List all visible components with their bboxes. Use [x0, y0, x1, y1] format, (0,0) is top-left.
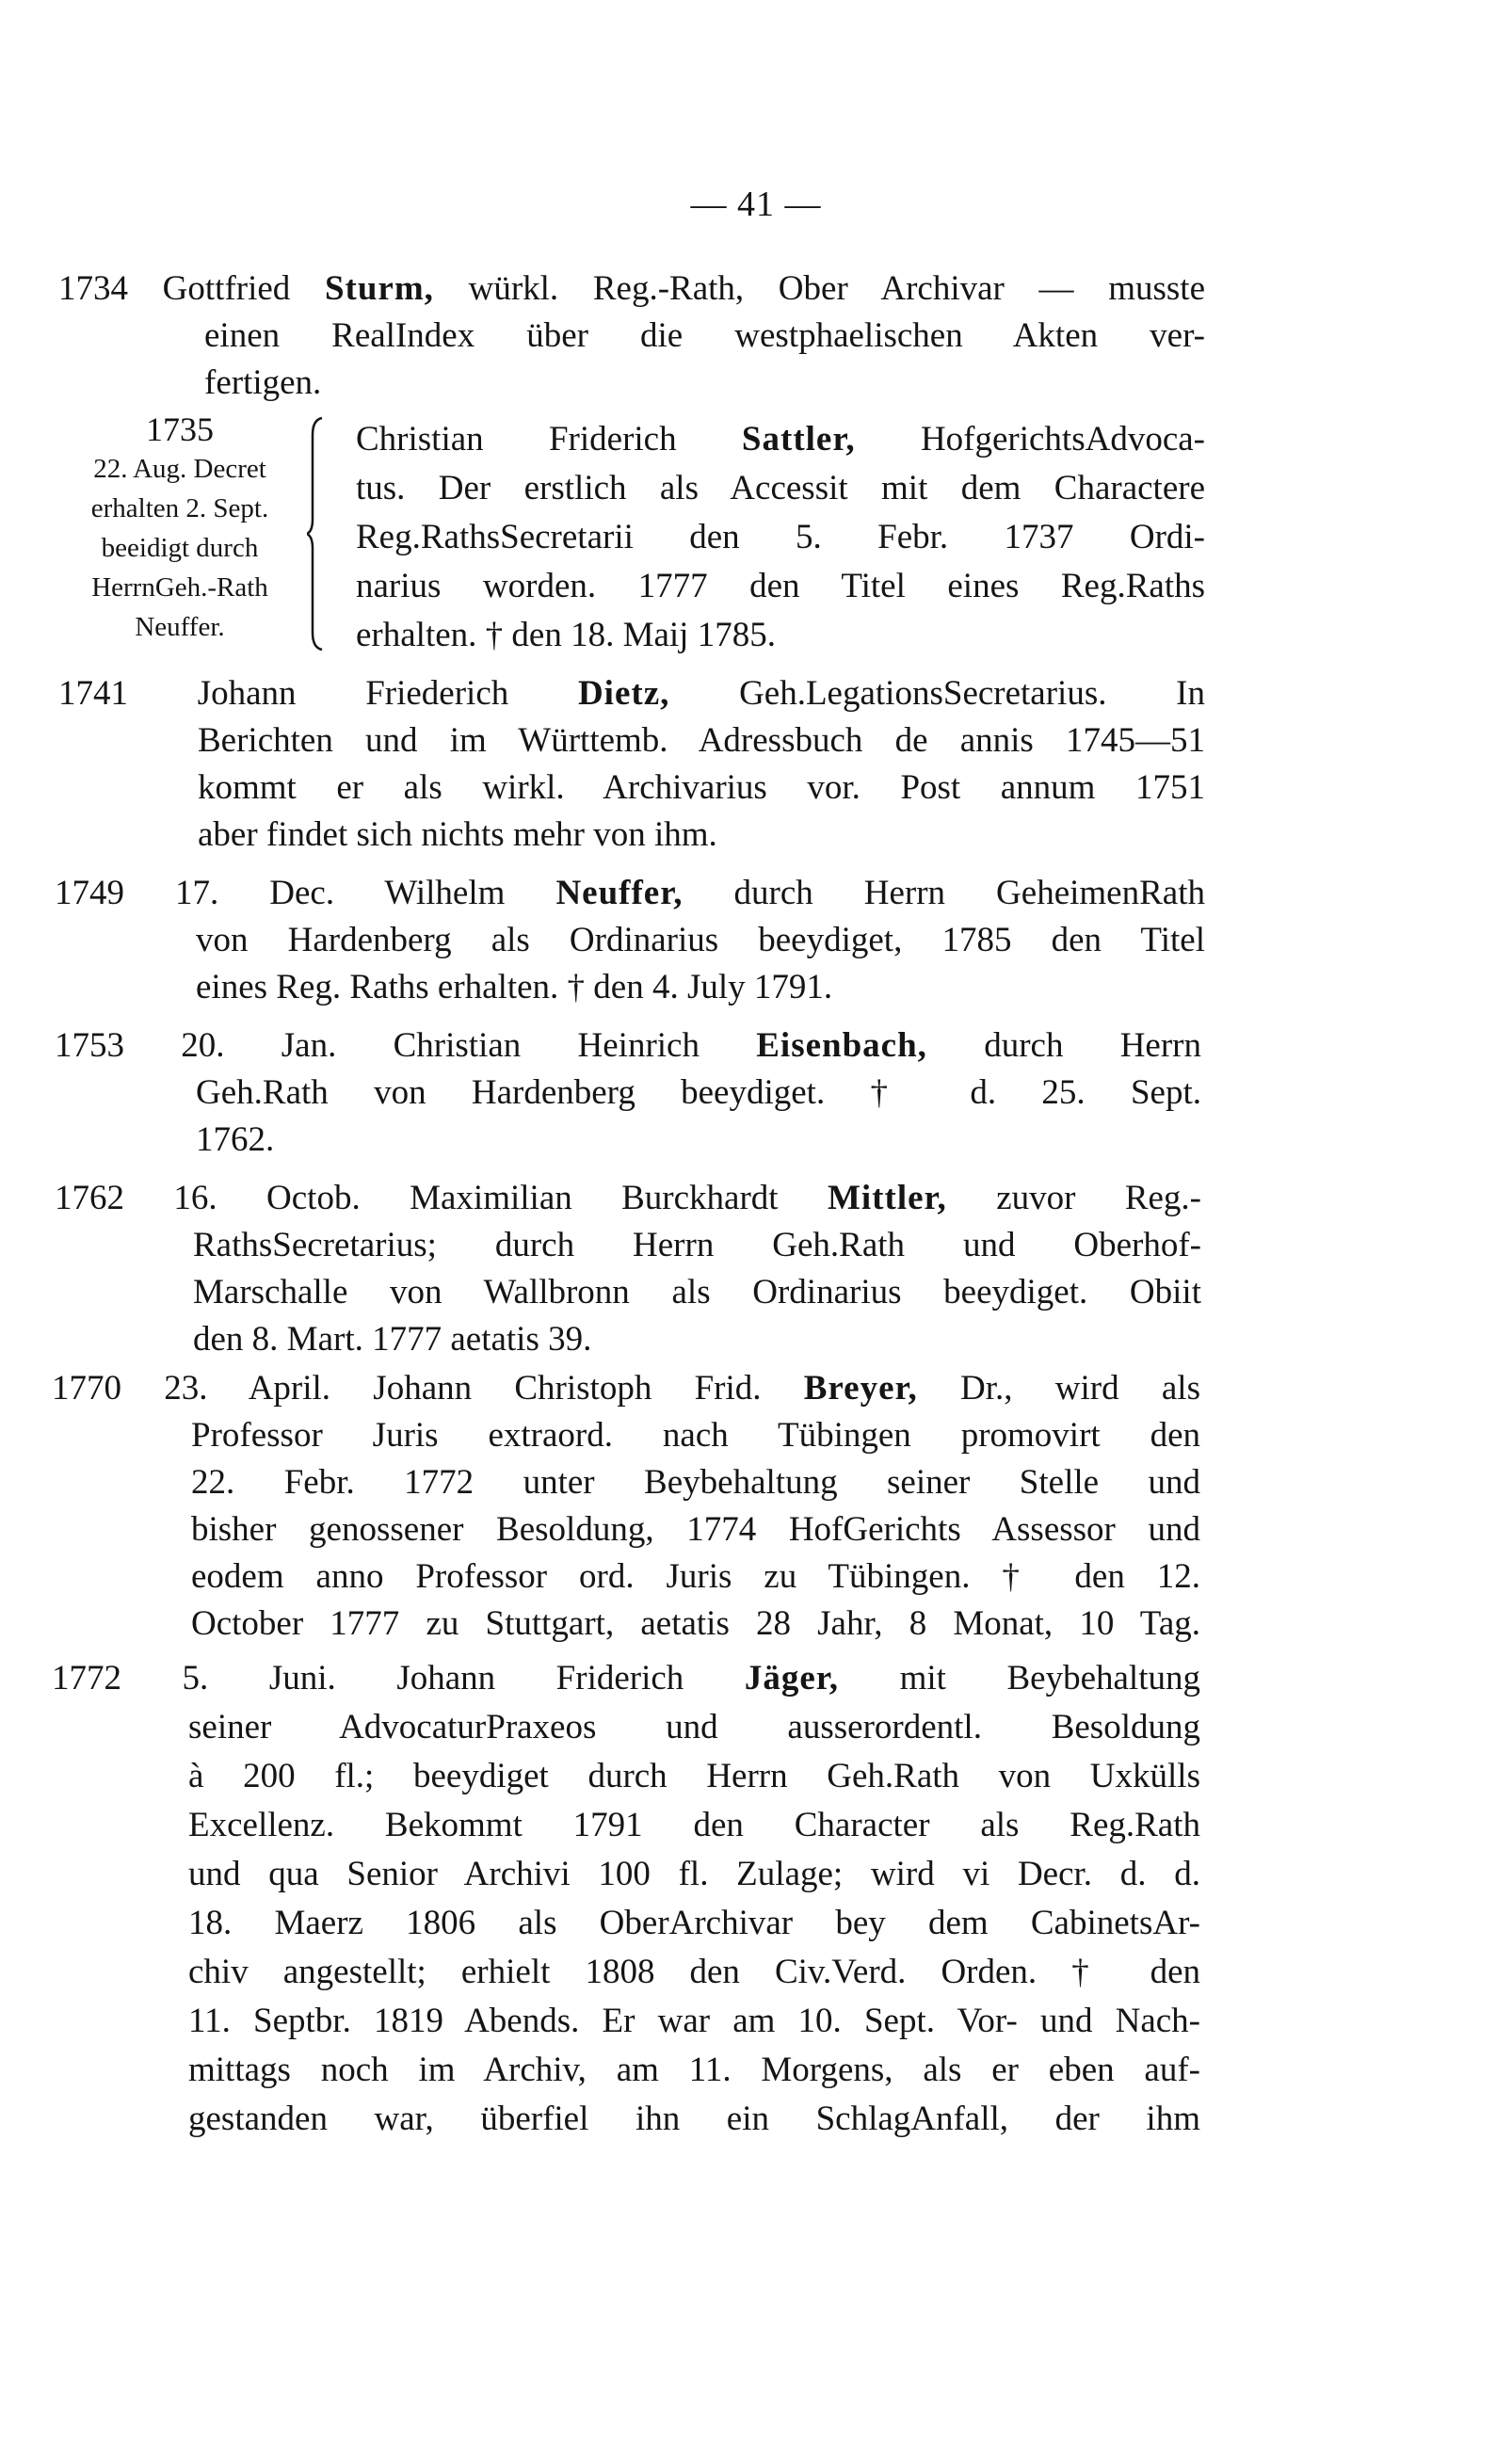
entry-text: 1753 20. Jan. Christian Heinrich	[55, 1026, 757, 1065]
entry-line: gestanden war, überfiel ihn ein SchlagAnfall, der ihm	[188, 2100, 1200, 2138]
entry-line: eines Reg. Raths erhalten. † den 4. July 1791.	[196, 968, 833, 1006]
entry-line: 18. Maerz 1806 als OberArchivar bey dem CabinetsAr-	[188, 1904, 1200, 1942]
entry-line: einen RealIndex über die westphaelischen Akten ver-	[204, 316, 1205, 355]
entry-text: 1762 16. Octob. Maximilian Burckhardt	[55, 1179, 828, 1217]
entry-text: Geh.LegationsSecretarius. In	[669, 674, 1205, 713]
entry-breyer-first-line	[52, 1365, 1200, 1412]
side-note-line: 22. Aug. Decret	[93, 454, 266, 484]
side-note-line: erhalten 2. Sept.	[90, 493, 269, 523]
entry-line: von Hardenberg als Ordinarius beeydiget, 1785 den Titel	[196, 921, 1205, 959]
entry-name: Dietz,	[577, 674, 670, 713]
entry-name: Sturm,	[324, 269, 434, 308]
entry-line: Marschalle von Wallbronn als Ordinarius beeydiget. Obiit	[193, 1273, 1201, 1311]
entry-text: 1741 Johann Friederich	[58, 674, 578, 713]
entry-line: Excellenz. Bekommt 1791 den Character als Reg.Rath	[188, 1806, 1200, 1844]
entry-text: zuvor Reg.-	[946, 1179, 1201, 1217]
entry-line: à 200 fl.; beeydiget durch Herrn Geh.Rath von Uxkülls	[188, 1757, 1200, 1795]
entry-line: den 8. Mart. 1777 aetatis 39.	[193, 1320, 592, 1359]
entry-line: tus. Der erstlich als Accessit mit dem Charactere	[356, 469, 1205, 507]
entry-sattler-first-line	[356, 416, 1205, 463]
entry-name: Eisenbach,	[756, 1026, 927, 1065]
entry-text: durch Herrn GeheimenRath	[683, 874, 1205, 912]
entry-text: mit Beybehaltung	[839, 1659, 1200, 1698]
entry-line: Geh.Rath von Hardenberg beeydiget. † d. 25. Sept.	[196, 1073, 1201, 1112]
entry-line: seiner AdvocaturPraxeos und ausserordentl. Besoldung	[188, 1708, 1200, 1746]
entry-text: Dr., wird als	[917, 1369, 1200, 1408]
entry-text: HofgerichtsAdvoca-	[855, 420, 1205, 459]
page-number: — 41 —	[690, 185, 822, 224]
entry-text: würkl. Reg.-Rath, Ober Archivar — musste	[433, 269, 1205, 308]
side-note-line: HerrnGeh.-Rath	[91, 572, 268, 603]
entry-line: erhalten. † den 18. Maij 1785.	[356, 616, 776, 654]
entry-text: 1772 5. Juni. Johann Friderich	[52, 1659, 745, 1698]
entry-eisenbach-first-line	[55, 1022, 1201, 1070]
entry-text: Christian Friderich	[356, 420, 742, 459]
entry-line: kommt er als wirkl. Archivarius vor. Post annum 1751	[198, 768, 1205, 807]
entry-line: chiv angestellt; erhielt 1808 den Civ.Verd. Orden. † den	[188, 1953, 1200, 1991]
entry-line: RathsSecretarius; durch Herrn Geh.Rath und Oberhof-	[193, 1226, 1201, 1264]
entry-jaeger-first-line	[52, 1655, 1200, 1702]
entry-line: Professor Juris extraord. nach Tübingen promovirt den	[191, 1416, 1200, 1455]
entry-text: durch Herrn	[926, 1026, 1201, 1065]
entry-line: Reg.RathsSecretarii den 5. Febr. 1737 Ordi-	[356, 518, 1205, 556]
entry-line: narius worden. 1777 den Titel eines Reg.Raths	[356, 567, 1205, 605]
entry-text: 1734 Gottfried	[58, 269, 325, 308]
entry-line: mittags noch im Archiv, am 11. Morgens, als er eben auf-	[188, 2051, 1200, 2089]
entry-dietz-first-line	[58, 670, 1205, 717]
side-note	[56, 410, 303, 647]
entry-line: aber findet sich nichts mehr von ihm.	[198, 815, 717, 854]
entry-line: 1762.	[196, 1120, 275, 1159]
entry-text: 1749 17. Dec. Wilhelm	[55, 874, 556, 912]
curly-brace-icon	[307, 416, 326, 652]
side-note-line: Neuffer.	[135, 612, 225, 642]
entry-text: 1770 23. April. Johann Christoph Frid.	[52, 1369, 804, 1408]
entry-name: Jäger,	[744, 1659, 840, 1698]
entry-line: und qua Senior Archivi 100 fl. Zulage; wird vi Decr. d. d.	[188, 1855, 1200, 1893]
entry-line: October 1777 zu Stuttgart, aetatis 28 Jahr, 8 Monat, 10 Tag.	[191, 1604, 1200, 1643]
side-note-line: beeidigt durch	[101, 533, 259, 563]
entry-line: 11. Septbr. 1819 Abends. Er war am 10. Sept. Vor- und Nach-	[188, 2002, 1200, 2040]
entry-name: Neuffer,	[555, 874, 684, 912]
entry-line: 22. Febr. 1772 unter Beybehaltung seiner Stelle und	[191, 1463, 1200, 1502]
entry-name: Sattler,	[741, 420, 856, 459]
entry-line: fertigen.	[204, 363, 322, 402]
entry-neuffer-first-line	[55, 870, 1205, 917]
entry-line: bisher genossener Besoldung, 1774 HofGerichts Assessor und	[191, 1510, 1200, 1549]
entry-name: Mittler,	[827, 1179, 947, 1217]
entry-mittler-first-line	[55, 1175, 1201, 1222]
entry-sturm-first-line	[58, 266, 1205, 313]
entry-name: Breyer,	[803, 1369, 918, 1408]
entry-line: eodem anno Professor ord. Juris zu Tübingen. † den 12.	[191, 1557, 1200, 1596]
side-note-year: 1735	[146, 410, 214, 448]
entry-line: Berichten und im Württemb. Adressbuch de annis 1745—51	[198, 721, 1205, 760]
